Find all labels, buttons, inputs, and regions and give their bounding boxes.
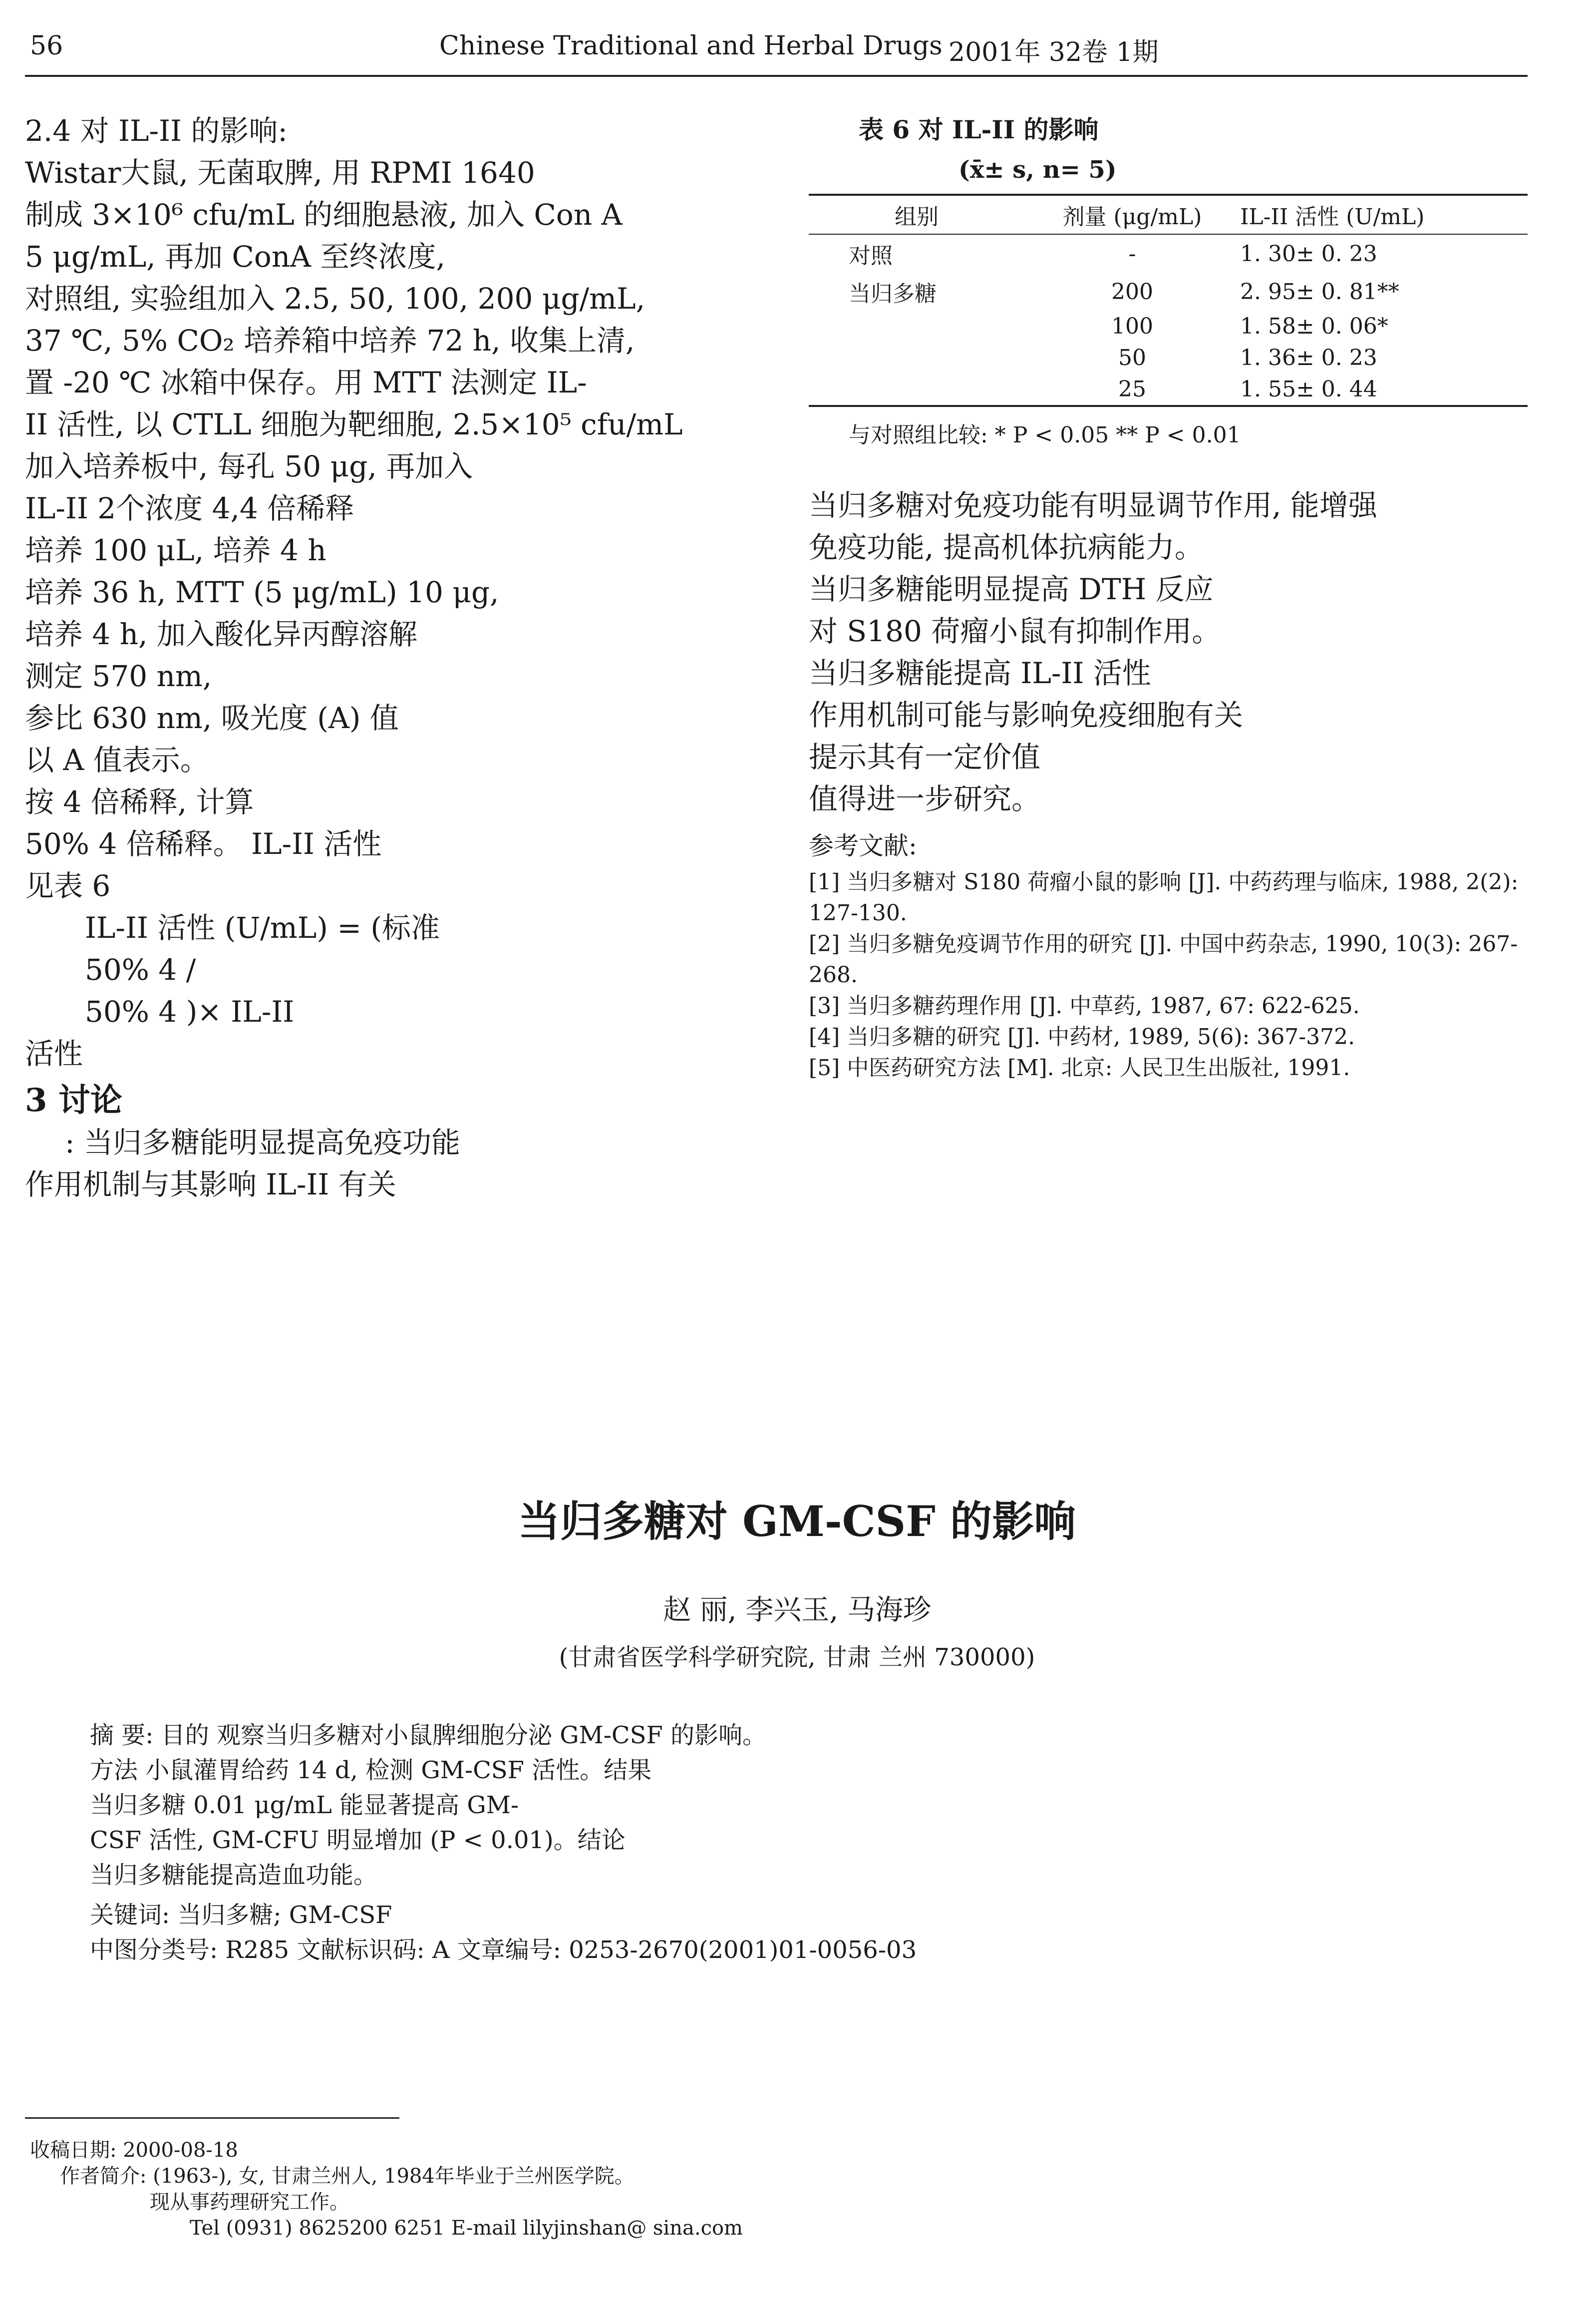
col-header-il: IL-II 活性 (U/mL) <box>1240 204 1425 230</box>
author-info: 作者简介: (1963-), 女, 甘肃兰州人, 1984年毕业于兰州医学院。 <box>60 2165 635 2188</box>
body-line: 培养 4 h, 加入酸化异丙醇溶解 <box>25 617 418 651</box>
body-line: 对照组, 实验组加入 2.5, 50, 100, 200 μg/mL, <box>25 282 645 316</box>
cell-value: 1. 55± 0. 44 <box>1240 377 1377 402</box>
abstract-block <box>90 1718 1503 1967</box>
body-line: 参比 630 nm, 吸光度 (A) 值 <box>25 701 399 735</box>
abstract-line: CSF 活性, GM-CFU 明显增加 (P < 0.01)。结论 <box>90 1826 626 1854</box>
discussion-line: 作用机制与其影响 IL-II 有关 <box>25 1167 396 1201</box>
body-line: 免疫功能, 提高机体抗病能力。 <box>809 530 1204 564</box>
body-line: II 活性, 以 CTLL 细胞为靶细胞, 2.5×10⁵ cfu/mL <box>25 407 683 441</box>
formula-line: 50% 4 / <box>85 953 196 987</box>
cell-dose: 50 <box>1118 345 1146 371</box>
cell-value: 1. 30± 0. 23 <box>1240 241 1377 267</box>
col-header-dose: 剂量 (μg/mL) <box>1062 204 1202 230</box>
body-line: 5 μg/mL, 再加 ConA 至终浓度, <box>25 240 445 274</box>
journal-name: Chinese Traditional and Herbal Drugs <box>439 31 943 61</box>
body-line: 置 -20 ℃ 冰箱中保存。用 MTT 法测定 IL- <box>25 366 587 399</box>
body-line: 见表 6 <box>25 869 111 903</box>
abstract-line: 方法 小鼠灌胃给药 14 d, 检测 GM-CSF 活性。结果 <box>90 1756 652 1784</box>
table-row <box>809 311 1528 342</box>
abstract-line: 摘 要: 目的 观察当归多糖对小鼠脾细胞分泌 GM-CSF 的影响。 <box>90 1721 767 1749</box>
body-line: 测定 570 nm, <box>25 659 212 693</box>
left-column <box>25 110 749 1205</box>
cell-group <box>809 342 1024 374</box>
body-line: 37 ℃, 5% CO₂ 培养箱中培养 72 h, 收集上清, <box>25 324 635 358</box>
header-rule <box>25 75 1528 77</box>
article-affiliation: (甘肃省医学科学研究院, 甘肃 兰州 730000) <box>559 1643 1035 1671</box>
section-heading-2-4: 2.4 对 IL-II 的影响: <box>25 114 288 148</box>
reference-item: [2] 当归多糖免疫调节作用的研究 [J]. 中国中药杂志, 1990, 10(3): 267-268. <box>809 931 1518 988</box>
table-row <box>809 235 1528 273</box>
body-line: 制成 3×10⁶ cfu/mL 的细胞悬液, 加入 Con A <box>25 198 623 232</box>
table-6 <box>809 196 1528 405</box>
article-authors: 赵 丽, 李兴玉, 马海珍 <box>662 1594 931 1626</box>
contact-info: Tel (0931) 8625200 6251 E-mail lilyjinshan@ sina.com <box>190 2217 743 2240</box>
reference-item: [1] 当归多糖对 S180 荷瘤小鼠的影响 [J]. 中药药理与临床, 1988, 2(2): 127-130. <box>809 869 1519 926</box>
formula-line: 活性 <box>25 1037 83 1071</box>
section-heading-3: 3 讨论 <box>25 1082 122 1119</box>
body-line: Wistar大鼠, 无菌取脾, 用 RPMI 1640 <box>25 156 535 190</box>
classification: 中图分类号: R285 文献标识码: A 文章编号: 0253-2670(2001)01-0056-03 <box>90 1936 917 1964</box>
received-date: 收稿日期: 2000-08-18 <box>30 2139 238 2162</box>
body-line: IL-II 2个浓度 4,4 倍稀释 <box>25 491 354 525</box>
footnote-rule <box>25 2117 399 2119</box>
cell-dose: 200 <box>1111 279 1153 305</box>
keywords: 关键词: 当归多糖; GM-CSF <box>90 1901 392 1929</box>
cell-group: 当归多糖 <box>849 281 937 307</box>
body-line: 培养 100 μL, 培养 4 h <box>25 533 326 567</box>
cell-value: 2. 95± 0. 81** <box>1240 279 1399 305</box>
table-caption: 表 6 对 IL-II 的影响 <box>859 115 1099 144</box>
body-line: 提示其有一定价值 <box>809 740 1041 774</box>
author-info-2: 现从事药理研究工作。 <box>150 2191 349 2214</box>
cell-value: 1. 58± 0. 06* <box>1240 314 1388 339</box>
cell-group <box>809 374 1024 405</box>
reference-item: [3] 当归多糖药理作用 [J]. 中草药, 1987, 67: 622-625. <box>809 993 1360 1019</box>
journal-issue: 2001年 32卷 1期 <box>949 37 1159 67</box>
body-line: 按 4 倍稀释, 计算 <box>25 785 254 819</box>
reference-item: [5] 中医药研究方法 [M]. 北京: 人民卫生出版社, 1991. <box>809 1055 1350 1081</box>
body-line: 当归多糖能提高 IL-II 活性 <box>809 656 1151 690</box>
body-line: 对 S180 荷瘤小鼠有抑制作用。 <box>809 614 1221 648</box>
reference-item: [4] 当归多糖的研究 [J]. 中药材, 1989, 5(6): 367-372. <box>809 1024 1355 1050</box>
body-line: 培养 36 h, MTT (5 μg/mL) 10 μg, <box>25 575 499 609</box>
formula-line: 50% 4 )× IL-II <box>85 995 295 1029</box>
references-heading: 参考文献: <box>809 831 917 860</box>
page-number: 56 <box>30 31 63 61</box>
body-line: 50% 4 倍稀释。 IL-II 活性 <box>25 827 382 861</box>
body-line: 加入培养板中, 每孔 50 μg, 再加入 <box>25 449 473 483</box>
table-row <box>809 374 1528 405</box>
body-line: 作用机制可能与影响免疫细胞有关 <box>809 698 1244 732</box>
cell-value: 1. 36± 0. 23 <box>1240 345 1377 371</box>
abstract-line: 当归多糖 0.01 μg/mL 能显著提高 GM- <box>90 1791 519 1819</box>
table-row <box>809 273 1528 311</box>
body-line: 以 A 值表示。 <box>25 743 209 777</box>
table-header-row <box>809 196 1528 234</box>
table-note: 与对照组比较: * P < 0.05 ** P < 0.01 <box>849 422 1241 448</box>
cell-dose: 25 <box>1118 377 1146 402</box>
table-subcaption: (x̄± s, n= 5) <box>958 156 1117 184</box>
cell-group <box>809 311 1024 342</box>
table-row <box>809 342 1528 374</box>
table-bottom-rule <box>809 405 1528 407</box>
footnotes <box>30 2137 1528 2241</box>
right-column <box>809 484 1528 1084</box>
body-line: 值得进一步研究。 <box>809 782 1041 816</box>
cell-dose: 100 <box>1111 314 1153 339</box>
abstract-line: 当归多糖能提高造血功能。 <box>90 1861 378 1889</box>
discussion-line: : 当归多糖能明显提高免疫功能 <box>65 1126 460 1160</box>
body-line: 当归多糖对免疫功能有明显调节作用, 能增强 <box>809 488 1377 522</box>
col-header-group: 组别 <box>895 204 939 230</box>
formula-line: IL-II 活性 (U/mL) = (标准 <box>85 911 440 945</box>
cell-group: 对照 <box>849 243 893 269</box>
article-title: 当归多糖对 GM-CSF 的影响 <box>518 1497 1076 1546</box>
cell-dose: - <box>1128 241 1136 267</box>
body-line: 当归多糖能明显提高 DTH 反应 <box>809 572 1214 606</box>
table-6-block <box>809 110 1528 449</box>
